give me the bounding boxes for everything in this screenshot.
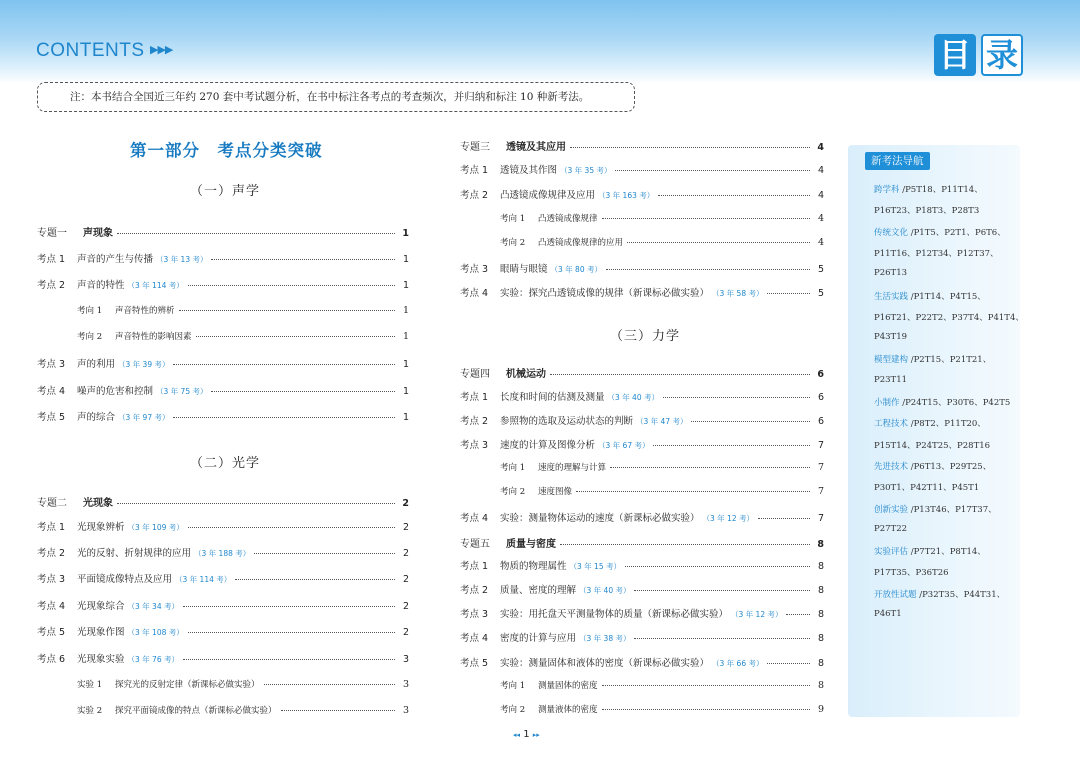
toc-row[interactable] xyxy=(460,389,824,405)
toc-frequency-note: （3 年 114 考） xyxy=(127,281,184,290)
page-number-value: 1 xyxy=(523,729,530,740)
toc-frequency-note: （3 年 80 考） xyxy=(550,265,602,274)
toc-page-number: 1 xyxy=(402,228,409,239)
header-band xyxy=(0,0,1080,84)
sidebar-refs: P30T1、P42T11、P45T1 xyxy=(874,483,980,494)
toc-frequency-note: （3 年 34 考） xyxy=(127,602,179,611)
toc-page-number: 8 xyxy=(817,658,824,669)
toc-prefix: 考点 2 xyxy=(37,548,66,559)
toc-label: 光现象 xyxy=(83,498,113,509)
toc-label: 实验：用托盘天平测量物体的质量（新课标必做实验） xyxy=(500,609,729,620)
sidebar-line xyxy=(874,566,949,578)
sidebar-refs: P23T11 xyxy=(874,374,908,385)
sidebar-refs: P16T23、P18T3、P28T3 xyxy=(874,206,980,217)
toc-row[interactable] xyxy=(500,703,824,719)
toc-label: 速度的计算及图像分析 xyxy=(500,440,596,451)
dot-leader xyxy=(211,391,395,392)
toc-prefix: 考向 1 xyxy=(500,463,526,473)
toc-row[interactable] xyxy=(37,251,409,267)
toc-label: 声音特性的影响因素 xyxy=(115,332,192,342)
contents-label: CONTENTS xyxy=(36,40,145,61)
toc-label: 质量、密度的理解 xyxy=(500,585,577,596)
toc-label: 眼睛与眼镜 xyxy=(500,264,548,275)
dot-leader xyxy=(183,606,395,607)
toc-row[interactable] xyxy=(77,678,409,694)
toc-prefix: 专题三 xyxy=(460,142,490,153)
dot-leader xyxy=(254,553,395,554)
toc-page-number: 2 xyxy=(402,574,409,585)
toc-label: 噪声的危害和控制 xyxy=(77,386,154,397)
toc-row[interactable] xyxy=(460,437,824,453)
sidebar-category: 开放性试题 xyxy=(874,589,917,600)
toc-frequency-note: （3 年 114 考） xyxy=(175,575,232,584)
toc-row[interactable] xyxy=(500,212,824,228)
dot-leader xyxy=(758,518,810,519)
sidebar-line xyxy=(874,396,1010,408)
sidebar-line xyxy=(874,183,983,195)
toc-prefix: 考向 2 xyxy=(500,238,526,248)
toc-frequency-note: （3 年 12 考） xyxy=(731,610,783,619)
toc-prefix: 考向 2 xyxy=(500,705,526,715)
sidebar-refs: P15T14、P24T25、P28T16 xyxy=(874,440,991,451)
toc-label: 凸透镜成像规律及应用 xyxy=(500,190,596,201)
toc-label: 机械运动 xyxy=(506,369,546,380)
sidebar-category: 实验评估 xyxy=(874,547,909,558)
toc-label: 光的反射、折射规律的应用 xyxy=(77,548,192,559)
dot-leader xyxy=(211,259,395,260)
toc-page-number: 8 xyxy=(817,539,824,550)
toc-row[interactable] xyxy=(460,162,824,178)
toc-label: 光现象辨析 xyxy=(77,522,125,533)
dot-leader xyxy=(658,195,810,196)
toc-page-number: 5 xyxy=(817,288,824,299)
dot-leader xyxy=(188,527,395,528)
toc-prefix: 专题四 xyxy=(460,369,490,380)
toc-frequency-note: （3 年 109 考） xyxy=(127,523,184,532)
toc-prefix: 考点 1 xyxy=(37,522,66,533)
toc-row[interactable] xyxy=(460,535,824,551)
sidebar-category: 工程技术 xyxy=(874,419,909,430)
dot-leader xyxy=(173,364,395,365)
toc-page-number: 6 xyxy=(817,392,824,403)
toc-page-number: 8 xyxy=(817,585,824,596)
toc-label: 测量液体的密度 xyxy=(538,705,598,715)
contents-arrows-icon: ▶▶▶ xyxy=(150,43,173,56)
toc-page-number: 6 xyxy=(817,416,824,427)
toc-prefix: 考点 2 xyxy=(37,280,66,291)
note-box: 注：本书结合全国近三年约 270 套中考试题分析，在书中标注各考点的考查频次，并归纳和标注 10 种新考法。 xyxy=(37,82,635,112)
toc-row[interactable] xyxy=(77,330,409,346)
toc-page-number: 3 xyxy=(402,654,409,665)
dot-leader xyxy=(606,269,810,270)
toc-row[interactable] xyxy=(460,630,824,646)
toc-frequency-note: （3 年 39 考） xyxy=(118,360,170,369)
toc-page-number: 1 xyxy=(402,305,409,316)
toc-prefix: 考点 4 xyxy=(460,513,489,524)
sidebar-line xyxy=(874,503,997,515)
toc-row[interactable] xyxy=(460,558,824,574)
sidebar-refs: P46T1 xyxy=(874,609,902,619)
sidebar-line xyxy=(874,204,979,216)
toc-page-number: 8 xyxy=(817,633,824,644)
toc-label: 光现象作图 xyxy=(77,627,125,638)
sidebar-refs: /P5T18、P11T14、 xyxy=(899,185,983,195)
toc-row[interactable] xyxy=(37,494,409,510)
sidebar-tag: 新考法导航 xyxy=(865,152,930,170)
toc-page-number: 2 xyxy=(402,522,409,533)
sidebar-line xyxy=(874,545,986,557)
dot-leader xyxy=(235,579,395,580)
toc-row[interactable] xyxy=(460,261,824,277)
sidebar-refs: /P8T2、P11T20、 xyxy=(908,419,986,430)
toc-prefix: 考向 2 xyxy=(500,487,526,497)
toc-label: 长度和时间的估测及测量 xyxy=(500,392,605,403)
sidebar-refs: /P2T15、P21T21、 xyxy=(908,355,992,366)
sidebar-refs: /P24T15、P30T6、P42T5 xyxy=(899,398,1011,408)
toc-page-number: 4 xyxy=(817,237,824,248)
toc-page-number: 7 xyxy=(817,486,824,497)
toc-row[interactable] xyxy=(37,224,409,240)
dot-leader xyxy=(281,710,395,711)
sidebar-line xyxy=(874,290,986,302)
toc-frequency-note: （3 年 75 考） xyxy=(156,387,208,396)
dot-leader xyxy=(576,491,810,492)
toc-row[interactable] xyxy=(77,704,409,720)
toc-page-number: 8 xyxy=(817,609,824,620)
toc-page-number: 8 xyxy=(817,561,824,572)
toc-page-number: 7 xyxy=(817,440,824,451)
toc-row[interactable] xyxy=(460,606,824,622)
toc-row[interactable] xyxy=(37,571,409,587)
sidebar-category: 模型建构 xyxy=(874,355,909,366)
sidebar-refs: P43T19 xyxy=(874,332,908,343)
toc-prefix: 考点 5 xyxy=(37,627,66,638)
toc-frequency-note: （3 年 66 考） xyxy=(712,659,764,668)
toc-page-number: 1 xyxy=(402,254,409,265)
toc-prefix: 考点 5 xyxy=(460,658,489,669)
toc-frequency-note: （3 年 58 考） xyxy=(712,289,764,298)
toc-page-number: 7 xyxy=(817,513,824,524)
toc-page-number: 2 xyxy=(402,601,409,612)
toc-prefix: 考向 1 xyxy=(500,681,526,691)
toc-page-number: 4 xyxy=(817,165,824,176)
toc-row[interactable] xyxy=(37,545,409,561)
title-char-2: 录 xyxy=(981,34,1023,76)
sidebar-line xyxy=(874,226,1006,238)
toc-label: 探究平面镜成像的特点（新课标必做实验） xyxy=(115,706,277,716)
toc-frequency-note: （3 年 38 考） xyxy=(579,634,631,643)
sidebar-category: 跨学科 xyxy=(874,185,900,195)
sidebar-line xyxy=(874,311,1024,323)
toc-prefix: 考点 4 xyxy=(37,386,66,397)
toc-label: 声的利用 xyxy=(77,359,116,370)
dot-leader xyxy=(615,170,810,171)
toc-prefix: 考点 6 xyxy=(37,654,66,665)
sidebar-refs: /P1T14、P4T15、 xyxy=(908,291,986,302)
toc-row[interactable] xyxy=(460,138,824,154)
toc-row[interactable] xyxy=(460,413,824,429)
sidebar-refs: P26T13 xyxy=(874,268,908,279)
sidebar-line xyxy=(874,375,907,385)
toc-prefix: 专题二 xyxy=(37,498,67,509)
toc-row[interactable] xyxy=(460,285,824,301)
toc-page-number: 2 xyxy=(402,498,409,509)
sidebar-line xyxy=(874,417,986,429)
toc-page-number: 1 xyxy=(402,280,409,291)
toc-label: 测量固体的密度 xyxy=(538,681,598,691)
dot-leader xyxy=(179,310,395,311)
toc-page-number: 4 xyxy=(817,213,824,224)
toc-prefix: 考点 2 xyxy=(460,585,489,596)
sidebar-refs: /P7T21、P8T14、 xyxy=(908,547,986,558)
toc-frequency-note: （3 年 15 考） xyxy=(569,562,621,571)
toc-label: 速度图像 xyxy=(538,487,573,497)
sidebar-refs: /P13T46、P17T37、 xyxy=(908,504,997,515)
toc-frequency-note: （3 年 67 考） xyxy=(598,441,650,450)
sidebar-line xyxy=(874,460,991,472)
toc-page-number: 4 xyxy=(817,142,824,153)
toc-label: 速度的理解与计算 xyxy=(538,463,607,473)
dot-leader xyxy=(117,233,395,234)
toc-label: 质量与密度 xyxy=(506,539,556,550)
toc-frequency-note: （3 年 188 考） xyxy=(194,549,251,558)
toc-label: 平面镜成像特点及应用 xyxy=(77,574,173,585)
toc-row[interactable] xyxy=(460,582,824,598)
toc-page-number: 5 xyxy=(817,264,824,275)
toc-row[interactable] xyxy=(77,304,409,320)
dot-leader xyxy=(634,638,810,639)
sidebar-category: 先进技术 xyxy=(874,461,909,472)
toc-frequency-note: （3 年 76 考） xyxy=(127,655,179,664)
toc-prefix: 考点 2 xyxy=(460,190,489,201)
sidebar-refs: P17T35、P36T26 xyxy=(874,568,949,579)
sidebar-line xyxy=(874,353,991,365)
dot-leader xyxy=(663,397,810,398)
dot-leader xyxy=(610,467,810,468)
dot-leader xyxy=(691,421,810,422)
toc-prefix: 考向 1 xyxy=(500,214,526,224)
sidebar-line xyxy=(874,332,907,342)
toc-row[interactable] xyxy=(500,485,824,501)
toc-row[interactable] xyxy=(37,277,409,293)
toc-prefix: 考点 3 xyxy=(37,574,66,585)
toc-row[interactable] xyxy=(37,651,409,667)
dot-leader xyxy=(560,544,810,545)
page-number xyxy=(513,729,540,740)
sidebar-refs: P11T16、P12T34、P12T37、 xyxy=(874,248,999,259)
toc-frequency-note: （3 年 97 考） xyxy=(118,413,170,422)
dot-leader xyxy=(786,614,810,615)
prev-arrows-icon: ◂◂ xyxy=(513,731,521,739)
toc-page-number: 3 xyxy=(402,705,409,716)
toc-row[interactable] xyxy=(500,236,824,252)
sidebar-refs: P27T22 xyxy=(874,523,908,534)
toc-frequency-note: （3 年 40 考） xyxy=(607,393,659,402)
dot-leader xyxy=(183,659,395,660)
toc-page-number: 1 xyxy=(402,412,409,423)
toc-prefix: 考点 1 xyxy=(37,254,66,265)
dot-leader xyxy=(188,632,395,633)
toc-prefix: 考点 3 xyxy=(37,359,66,370)
toc-label: 凸透镜成像规律的应用 xyxy=(538,238,624,248)
dot-leader xyxy=(634,590,810,591)
toc-prefix: 考点 1 xyxy=(460,392,489,403)
dot-leader xyxy=(173,417,395,418)
toc-frequency-note: （3 年 13 考） xyxy=(156,255,208,264)
section-title-mechanics: （三）力学 xyxy=(610,329,681,344)
toc-label: 声的综合 xyxy=(77,412,116,423)
toc-prefix: 考点 1 xyxy=(460,561,489,572)
toc-prefix: 考点 4 xyxy=(460,633,489,644)
dot-leader xyxy=(602,709,810,710)
dot-leader xyxy=(117,503,395,504)
toc-label: 密度的计算与应用 xyxy=(500,633,577,644)
toc-label: 声音特性的辨析 xyxy=(115,306,175,316)
toc-label: 透镜及其应用 xyxy=(506,142,566,153)
dot-leader xyxy=(602,685,810,686)
dot-leader xyxy=(196,336,395,337)
toc-prefix: 考点 4 xyxy=(37,601,66,612)
toc-row[interactable] xyxy=(37,409,409,425)
sidebar-line xyxy=(874,247,999,259)
toc-row[interactable] xyxy=(460,655,824,671)
toc-row[interactable] xyxy=(460,187,824,203)
toc-prefix: 考点 1 xyxy=(460,165,489,176)
toc-prefix: 考向 1 xyxy=(77,306,103,316)
dot-leader xyxy=(625,566,810,567)
dot-leader xyxy=(653,445,810,446)
toc-row[interactable] xyxy=(37,356,409,372)
toc-label: 参照物的选取及运动状态的判断 xyxy=(500,416,634,427)
toc-prefix: 专题一 xyxy=(37,228,67,239)
dot-leader xyxy=(602,218,810,219)
sidebar-line xyxy=(874,609,902,619)
toc-label: 声音的特性 xyxy=(77,280,125,291)
sidebar-line xyxy=(874,268,907,278)
toc-page-number: 4 xyxy=(817,190,824,201)
section-title-light: （二）光学 xyxy=(190,456,261,471)
dot-leader xyxy=(767,293,810,294)
toc-label: 实验：探究凸透镜成像的规律（新课标必做实验） xyxy=(500,288,710,299)
sidebar-category: 传统文化 xyxy=(874,227,909,238)
toc-page-number: 1 xyxy=(402,359,409,370)
toc-row[interactable] xyxy=(37,598,409,614)
toc-prefix: 考点 3 xyxy=(460,440,489,451)
sidebar-line xyxy=(874,588,1005,600)
sidebar-category: 生活实践 xyxy=(874,291,909,302)
toc-label: 声现象 xyxy=(83,228,113,239)
toc-row[interactable] xyxy=(460,510,824,526)
toc-page-number: 9 xyxy=(817,704,824,715)
toc-page-number: 6 xyxy=(817,369,824,380)
toc-frequency-note: （3 年 35 考） xyxy=(560,166,612,175)
toc-label: 声音的产生与传播 xyxy=(77,254,154,265)
sidebar-line xyxy=(874,439,990,451)
toc-label: 光现象实验 xyxy=(77,654,125,665)
toc-prefix: 考点 3 xyxy=(460,264,489,275)
toc-row[interactable] xyxy=(500,461,824,477)
toc-label: 凸透镜成像规律 xyxy=(538,214,598,224)
toc-label: 实验：测量固体和液体的密度（新课标必做实验） xyxy=(500,658,710,669)
toc-label: 探究光的反射定律（新课标必做实验） xyxy=(115,680,260,690)
toc-page-number: 3 xyxy=(402,679,409,690)
toc-prefix: 实验 1 xyxy=(77,680,103,690)
part-title: 第一部分 考点分类突破 xyxy=(130,141,323,160)
toc-label: 透镜及其作图 xyxy=(500,165,558,176)
sidebar-category: 小制作 xyxy=(874,398,900,408)
toc-label: 光现象综合 xyxy=(77,601,125,612)
toc-prefix: 考点 2 xyxy=(460,416,489,427)
toc-frequency-note: （3 年 40 考） xyxy=(579,586,631,595)
toc-page-number: 2 xyxy=(402,548,409,559)
sidebar-refs: /P32T35、P44T31、 xyxy=(916,589,1006,600)
toc-row[interactable] xyxy=(460,365,824,381)
sidebar-refs: /P6T13、P29T25、 xyxy=(908,461,992,472)
dot-leader xyxy=(627,242,810,243)
dot-leader xyxy=(188,285,395,286)
section-title-sound: （一）声学 xyxy=(190,184,261,199)
toc-row[interactable] xyxy=(37,519,409,535)
dot-leader xyxy=(767,663,810,664)
next-arrows-icon: ▸▸ xyxy=(532,731,540,739)
toc-prefix: 考点 5 xyxy=(37,412,66,423)
toc-prefix: 考点 3 xyxy=(460,609,489,620)
dot-leader xyxy=(550,374,810,375)
dot-leader xyxy=(264,684,395,685)
toc-label: 实验：测量物体运动的速度（新课标必做实验） xyxy=(500,513,700,524)
toc-prefix: 考向 2 xyxy=(77,332,103,342)
toc-frequency-note: （3 年 12 考） xyxy=(702,514,754,523)
toc-label: 物质的物理属性 xyxy=(500,561,567,572)
toc-row[interactable] xyxy=(37,624,409,640)
toc-page-number: 8 xyxy=(817,680,824,691)
toc-page-number: 7 xyxy=(817,462,824,473)
sidebar-refs: /P1T5、P2T1、P6T6、 xyxy=(908,227,1006,238)
toc-prefix: 实验 2 xyxy=(77,706,103,716)
dot-leader xyxy=(570,147,810,148)
sidebar-line xyxy=(874,524,907,534)
sidebar-refs: P16T21、P22T2、P37T4、P41T4、 xyxy=(874,312,1024,323)
sidebar-category: 创新实验 xyxy=(874,504,909,515)
toc-page-number: 1 xyxy=(402,331,409,342)
toc-page-number: 1 xyxy=(402,386,409,397)
toc-frequency-note: （3 年 47 考） xyxy=(636,417,688,426)
toc-frequency-note: （3 年 163 考） xyxy=(598,191,655,200)
toc-page-number: 2 xyxy=(402,627,409,638)
sidebar-line xyxy=(874,481,979,493)
title-char-1: 目 xyxy=(934,34,976,76)
toc-prefix: 专题五 xyxy=(460,539,490,550)
toc-frequency-note: （3 年 108 考） xyxy=(127,628,184,637)
toc-row[interactable] xyxy=(500,679,824,695)
toc-row[interactable] xyxy=(37,383,409,399)
toc-prefix: 考点 4 xyxy=(460,288,489,299)
